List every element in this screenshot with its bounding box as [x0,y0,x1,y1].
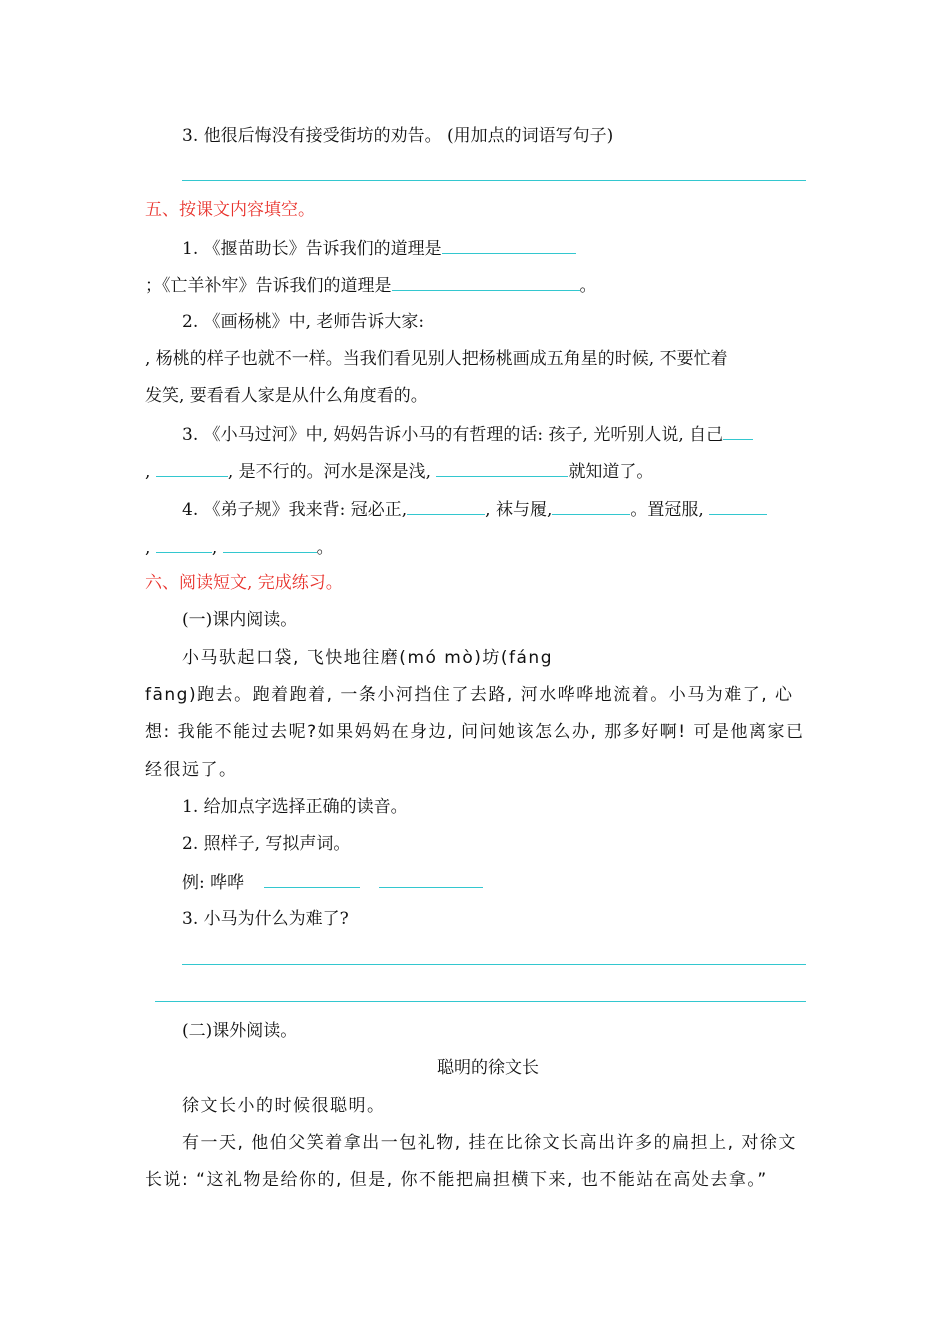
story-line-3: 长说: “这礼物是给你的, 但是, 你不能把扁担横下来, 也不能站在高处去拿。” [145,1170,768,1190]
s5-q4-line1 [182,496,767,522]
s6-example-line [182,869,483,895]
fill-blank[interactable] [709,496,767,515]
s5-q3-line1 [182,421,753,447]
s5-q1-line1 [182,235,576,261]
fill-blank[interactable] [407,496,485,515]
s6-question-1: 1. 给加点字选择正确的读音。 [182,797,408,817]
fill-blank[interactable] [552,496,630,515]
s5-q4-comma-2: , [211,538,218,558]
s5-q2-line2: , 杨桃的样子也就不一样。当我们看见别人把杨桃画成五角星的时候, 不要忙着 [145,349,728,369]
passage-line-3: 想: 我能不能过去呢?如果妈妈在身边, 问问她该怎么办, 那多好啊! 可是他离家已 [145,722,805,742]
s5-q4-comma-1: , [145,538,151,558]
s6-question-2: 2. 照样子, 写拟声词。 [182,834,351,854]
s5-q2-line1: 2. 《画杨桃》中, 老师告诉大家: [182,312,425,332]
s5-q2-line3: 发笑, 要看看人家是从什么角度看的。 [145,386,428,406]
fill-blank[interactable] [264,869,360,888]
passage-line-4: 经很远了。 [145,760,238,780]
fill-blank[interactable] [156,534,212,553]
fill-blank[interactable] [436,458,568,477]
section-6-heading: 六、阅读短文, 完成练习。 [145,573,343,593]
story-title: 聪明的徐文长 [437,1058,539,1078]
fill-blank[interactable] [442,235,576,254]
example-label: 例: 哗哗 [182,873,245,893]
s5-q3-comma: , [145,462,151,482]
section-5-heading: 五、按课文内容填空。 [145,200,315,220]
s5-q1-text: 1. 《揠苗助长》告诉我们的道理是 [182,239,442,259]
passage-line-2: fāng)跑去。跑着跑着, 一条小河挡住了去路, 河水哗哗地流着。小马为难了, 心 [145,685,794,705]
passage-line-1: 小马驮起口袋, 飞快地往磨(mó mò)坊(fáng [182,648,553,668]
answer-line[interactable] [182,180,806,181]
fill-blank[interactable] [379,869,483,888]
s5-q1-end: 。 [579,276,597,296]
s4-question-3: 3. 他很后悔没有接受街坊的劝告。 (用加点的词语写句子) [182,126,614,146]
s5-q3-text: 3. 《小马过河》中, 妈妈告诉小马的有哲理的话: 孩子, 光听别人说, 自己 [182,425,724,445]
answer-line[interactable] [155,1001,806,1002]
s6-question-3: 3. 小马为什么为难了? [182,909,349,929]
s5-q3-text-2: , 是不行的。河水是深是浅, [227,462,432,482]
fill-blank[interactable] [392,272,580,291]
s5-q3-end: 就知道了。 [568,462,654,482]
story-line-1: 徐文长小的时候很聪明。 [182,1096,386,1116]
story-line-2: 有一天, 他伯父笑着拿出一包礼物, 挂在比徐文长高出许多的扁担上, 对徐文 [182,1133,797,1153]
fill-blank[interactable] [723,421,753,440]
answer-line[interactable] [182,964,806,965]
s5-q1-line2 [145,272,597,298]
s5-q4-text-2: , 袜与履, [485,500,553,520]
fill-blank[interactable] [223,534,317,553]
s5-q4-line2 [145,534,334,560]
s5-q4-text: 4. 《弟子规》我来背: 冠必正, [182,500,408,520]
s5-q1-text-2: ；《亡羊补牢》告诉我们的道理是 [145,276,392,296]
part-2-title: (二)课外阅读。 [182,1021,298,1041]
s5-q4-end: 。 [316,538,334,558]
s5-q4-text-3: 。置冠服, [630,500,704,520]
part-1-title: (一)课内阅读。 [182,610,298,630]
s5-q3-line2 [145,458,653,484]
fill-blank[interactable] [156,458,228,477]
